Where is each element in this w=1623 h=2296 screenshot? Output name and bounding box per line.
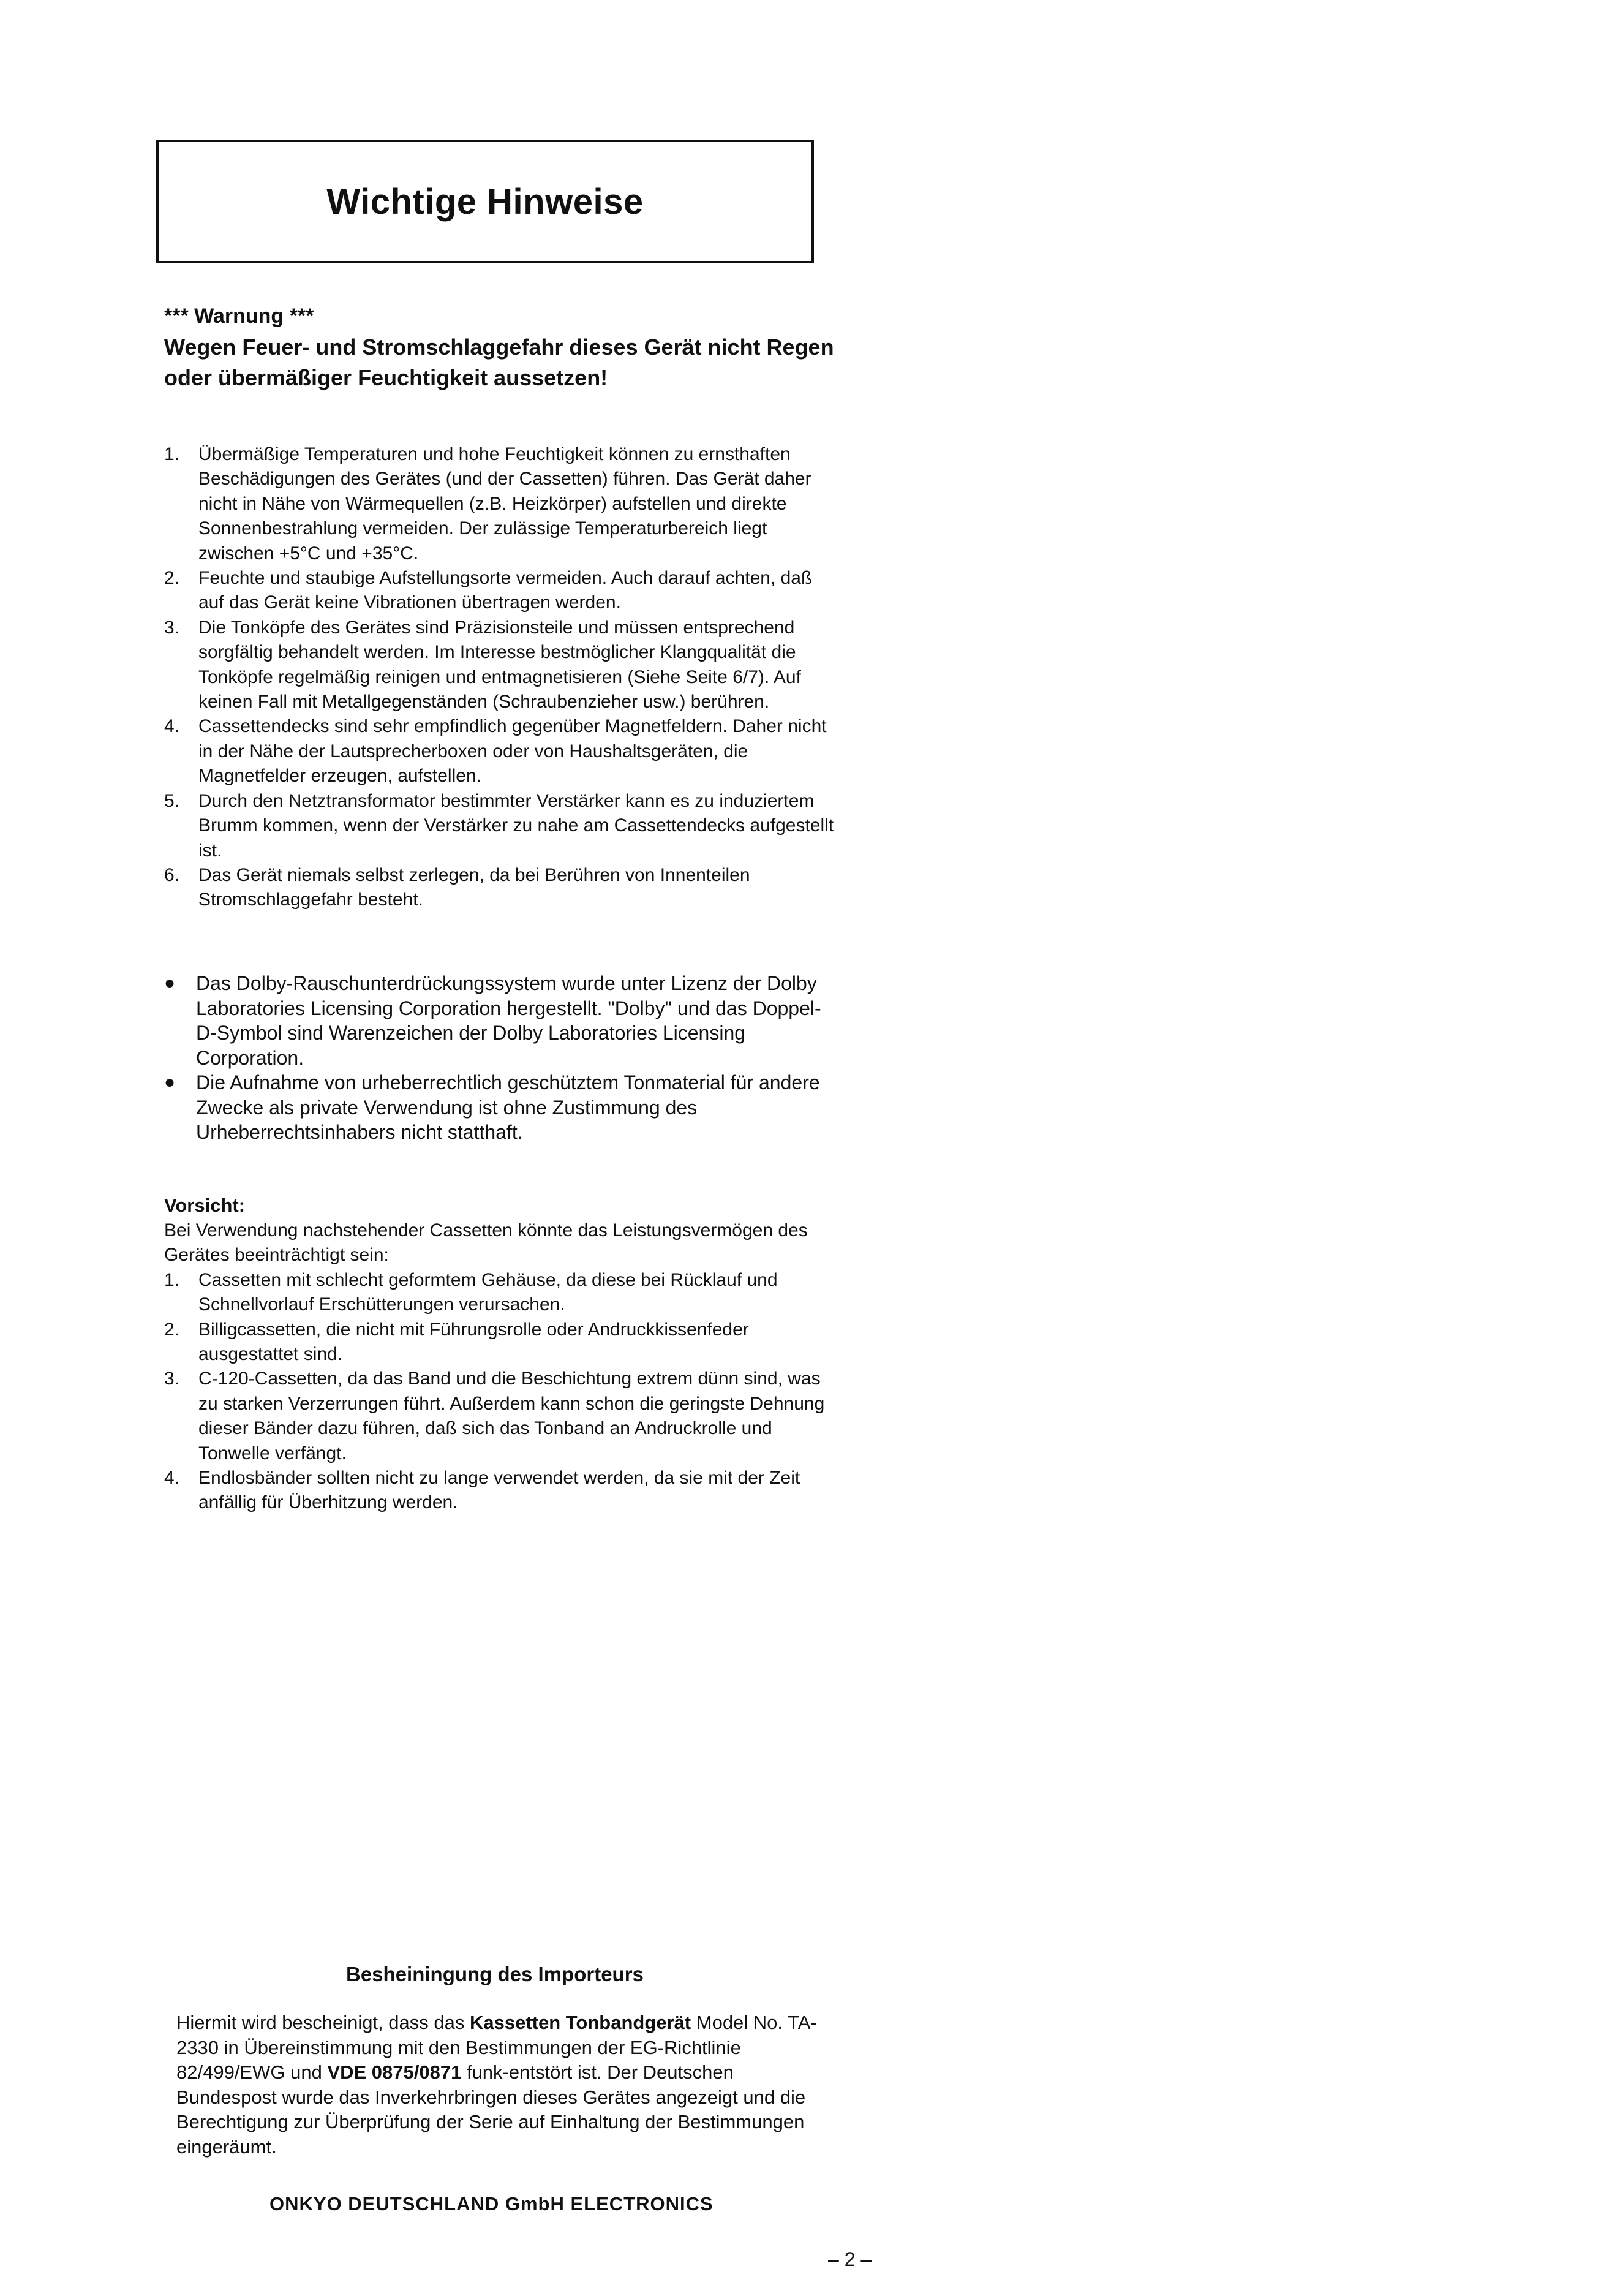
title-box <box>156 140 814 263</box>
note-text: Feuchte und staubige Aufstellungsorte vermeiden. Auch darauf achten, daß auf das Gerät keine Vibrationen übertragen werden. <box>198 568 813 613</box>
warning-block <box>164 303 850 393</box>
note-number: 3. <box>164 617 180 638</box>
bullet-dot-icon: ● <box>164 973 176 993</box>
note-item <box>164 714 841 788</box>
caution-intro: Bei Verwendung nachstehender Cassetten könnte das Leistungsvermögen des Gerätes beeinträchtigt sein: <box>164 1220 808 1266</box>
company-name: ONKYO DEUTSCHLAND GmbH ELECTRONICS <box>269 2193 714 2215</box>
note-text: Cassettendecks sind sehr empfindlich gegenüber Magnetfeldern. Daher nicht in der Nähe der Lautsprecherboxen oder von Haushaltsgeräten, die Magnetfelder erzeugen, aufstellen. <box>198 716 827 787</box>
note-number: 2. <box>164 568 180 589</box>
page-number: – 2 – <box>828 2248 872 2270</box>
note-number: 4. <box>164 716 180 737</box>
note-text: Die Tonköpfe des Gerätes sind Präzisionsteile und müssen entsprechend sorgfältig behandelt werden. Im Interesse bestmöglicher Klangqualität die Tonköpfe regelmäßig reinigen und entmagnetisieren (Siehe Seite 6/7). Auf keinen Fall mit Metallgegenständen (Schraubenzieher usw.) berühren. <box>198 617 801 712</box>
caution-text: Endlosbänder sollten nicht zu lange verwendet werden, da sie mit der Zeit anfällig für Überhitzung werden. <box>198 1468 800 1513</box>
bullet-text: Die Aufnahme von urheberrechtlich geschütztem Tonmaterial für andere Zwecke als private Verwendung ist ohne Zustimmung des Urheberrechtsinhabers nicht statthaft. <box>196 1071 820 1143</box>
note-item <box>164 442 841 566</box>
note-item <box>164 616 841 715</box>
note-item <box>164 566 841 616</box>
caution-item <box>164 1466 841 1516</box>
warning-text: Wegen Feuer- und Stromschlaggefahr dieses Gerät nicht Regen oder übermäßiger Feuchtigkeit aussetzen! <box>164 334 834 390</box>
note-text: Übermäßige Temperaturen und hohe Feuchtigkeit können zu ernsthaften Beschädigungen des Gerätes (und der Cassetten) führen. Das Gerät daher nicht in Nähe von Wärmequellen (z.B. Heizkörper) aufstellen und direkte Sonnenbestrahlung vermeiden. Der zulässige Temperaturbereich liegt zwischen +5°C und +35°C. <box>198 444 812 564</box>
note-item <box>164 863 841 913</box>
caution-number: 4. <box>164 1468 180 1489</box>
importer-text-bold: Kassetten Tonbandgerät <box>469 2012 691 2033</box>
importer-text-part: funk-entstört ist. Der Deutschen Bundespost wurde das Inverkehrbringen dieses Gerätes angezeigt und die Berechtigung zur Überprüfung der Serie auf Einhaltung der Bestimmungen eingeräumt. <box>176 2061 806 2158</box>
note-text: Das Gerät niemals selbst zerlegen, da bei Berühren von Innenteilen Stromschlaggefahr besteht. <box>198 864 750 910</box>
caution-list <box>164 1268 841 1516</box>
caution-item <box>164 1318 841 1367</box>
warning-label: *** Warnung *** <box>164 304 314 328</box>
caution-label: Vorsicht: <box>164 1195 246 1216</box>
caution-text: Cassetten mit schlecht geformtem Gehäuse, da diese bei Rücklauf und Schnellvorlauf Erschütterungen verursachen. <box>198 1269 778 1315</box>
caution-number: 2. <box>164 1319 180 1340</box>
caution-item <box>164 1268 841 1318</box>
bullet-list <box>164 971 826 1145</box>
note-item <box>164 789 841 863</box>
notes-list <box>164 442 841 913</box>
note-text: Durch den Netztransformator bestimmter Verstärker kann es zu induziertem Brumm kommen, wenn der Verstärker zu nahe am Cassettendecks aufgestellt ist. <box>198 790 834 861</box>
bullet-item <box>164 971 826 1070</box>
note-number: 5. <box>164 790 180 811</box>
bullet-text: Das Dolby-Rauschunterdrückungssystem wurde unter Lizenz der Dolby Laboratories Licensing Corporation hergestellt. "Dolby" und das Doppel-D-Symbol sind Warenzeichen der Dolby Laboratories Licensing Corporation. <box>196 972 821 1069</box>
caution-text: Billigcassetten, die nicht mit Führungsrolle oder Andruckkissenfeder ausgestattet sind. <box>198 1319 749 1365</box>
caution-block <box>164 1193 844 1516</box>
caution-number: 1. <box>164 1269 180 1290</box>
bullet-dot-icon: ● <box>164 1072 176 1092</box>
note-number: 1. <box>164 444 180 464</box>
caution-number: 3. <box>164 1369 180 1389</box>
page-title: Wichtige Hinweise <box>326 181 644 222</box>
importer-heading: Besheiningung des Importeurs <box>346 1963 644 1985</box>
caution-item <box>164 1367 841 1466</box>
note-number: 6. <box>164 864 180 885</box>
bullet-item <box>164 1070 826 1145</box>
importer-text <box>176 2011 826 2159</box>
importer-text-bold: VDE 0875/0871 <box>327 2061 462 2083</box>
importer-text-part: Model No. TA-2330 in Übereinstimmung mit den Bestimmungen der EG-Richtlinie 82/499/EWG und <box>176 2012 817 2083</box>
caution-text: C-120-Cassetten, da das Band und die Beschichtung extrem dünn sind, was zu starken Verzerrungen führt. Außerdem kann schon die geringste Dehnung dieser Bänder dazu führen, daß sich das Tonband an Andruckrolle und Tonwelle verfängt. <box>198 1369 825 1463</box>
importer-text-part: Hiermit wird bescheinigt, dass das <box>176 2012 470 2033</box>
